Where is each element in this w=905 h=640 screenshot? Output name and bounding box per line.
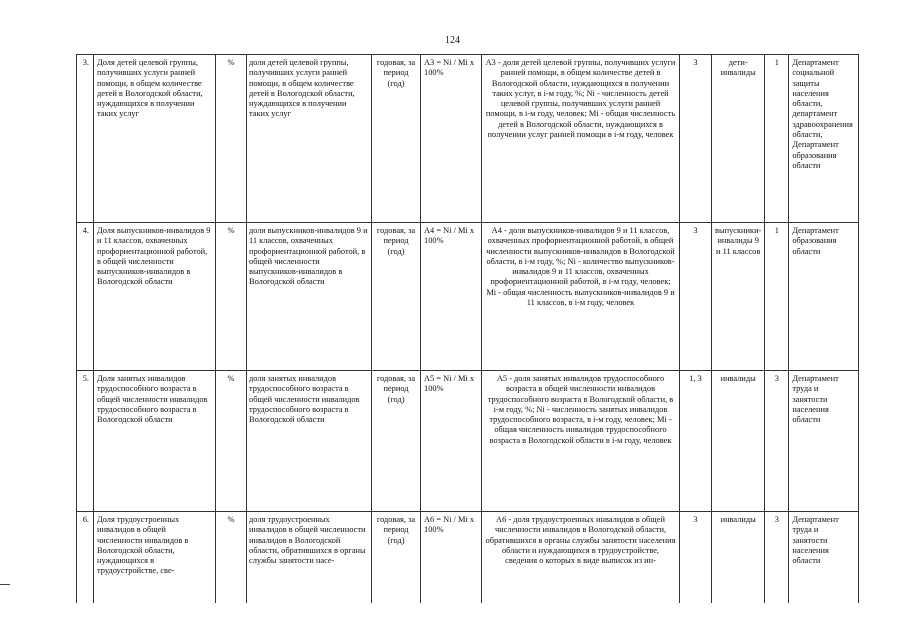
- object-of-observation: дети-инвалиды: [712, 55, 765, 223]
- responsible-department: Департамент труда и занятости населения области: [789, 512, 859, 603]
- row-number: 3.: [77, 55, 94, 223]
- row-number: 4.: [77, 223, 94, 371]
- responsible-department: Департамент образования области: [789, 223, 859, 371]
- page-number: 124: [445, 35, 460, 46]
- periodicity: годовая, за период (год): [372, 55, 421, 223]
- indicator-name: Доля детей целевой группы, получивших услуги ранней помощи, в общем количестве детей в Вологодской области, нуждающихся в получении таких услуг: [94, 55, 216, 223]
- collection-code: 1: [765, 55, 789, 223]
- indicator-definition: доля выпускников-инвалидов 9 и 11 классов, охваченных профориентационной работой, в общей численности выпускников-инвалидов в Вологодской области: [247, 223, 372, 371]
- method-code: 1, 3: [680, 371, 712, 512]
- periodicity: годовая, за период (год): [372, 223, 421, 371]
- method-code: 3: [680, 55, 712, 223]
- row-number: 6.: [77, 512, 94, 603]
- responsible-department: Департамент труда и занятости населения области: [789, 371, 859, 512]
- indicators-table: [76, 54, 859, 603]
- indicator-definition: доля детей целевой группы, получивших услуги ранней помощи, в общем количестве детей в Вологодской области, нуждающихся в получении таких услуг: [247, 55, 372, 223]
- table-row: [77, 371, 859, 512]
- formula-description: A6 - доля трудоустроенных инвалидов в общей численности инвалидов в Вологодской области, обратившихся в органы службы занятости населения области и нуждающихся в трудоустройстве, сведения о которых в виде выписок из ин-: [482, 512, 680, 603]
- indicator-name: Доля занятых инвалидов трудоспособного возраста в общей численности инвалидов трудоспособного возраста в Вологодской области: [94, 371, 216, 512]
- formula: A4 = Ni / Mi x 100%: [421, 223, 482, 371]
- table-row: [77, 223, 859, 371]
- table-row: [77, 512, 859, 603]
- object-of-observation: инвалиды: [712, 371, 765, 512]
- formula-description: A4 - доля выпускников-инвалидов 9 и 11 классов, охваченных профориентационной работой, в общей численности выпускников-инвалидов в Вологодской области, в i-м году, %; Ni - количество выпускников-инвалидов 9 и 11 классов, охваченных профориентационной работой, в i-м году, человек; Mi - общая численность выпускников-инвалидов 9 и 11 классов, в i-м году, человек: [482, 223, 680, 371]
- formula-description: A5 - доля занятых инвалидов трудоспособного возраста в общей численности инвалидов трудоспособного возраста в Вологодской области, в i-м году, %; Ni - численность занятых инвалидов трудоспособного возраста, в i-м году, человек; Mi - общая численность инвалидов трудоспособного возраста в Вологодской области в i-м году, человек: [482, 371, 680, 512]
- formula-description: A3 - доля детей целевой группы, получивших услуги ранней помощи, в общем количестве детей в Вологодской области, нуждающихся в получении таких услуг, в i-м году, %; Ni - численность детей целевой группы, получивших услуги ранней помощи, в i-м году, человек; Mi - общая численность детей в Вологодской области, нуждающихся в получении услуг ранней помощи в i-м году, человек: [482, 55, 680, 223]
- periodicity: годовая, за период (год): [372, 371, 421, 512]
- unit: %: [216, 371, 247, 512]
- formula: A5 = Ni / Mi x 100%: [421, 371, 482, 512]
- unit: %: [216, 223, 247, 371]
- object-of-observation: инвалиды: [712, 512, 765, 603]
- collection-code: 3: [765, 371, 789, 512]
- periodicity: годовая, за период (год): [372, 512, 421, 603]
- margin-mark: [0, 584, 10, 585]
- formula: A6 = Ni / Mi x 100%: [421, 512, 482, 603]
- indicator-definition: доля занятых инвалидов трудоспособного возраста в общей численности инвалидов трудоспособного возраста в Вологодской области: [247, 371, 372, 512]
- row-number: 5.: [77, 371, 94, 512]
- formula: A3 = Ni / Mi x 100%: [421, 55, 482, 223]
- collection-code: 3: [765, 512, 789, 603]
- method-code: 3: [680, 512, 712, 603]
- responsible-department: Департамент социальной защиты населения области, департамент здравоохранения области, Департамент образования области: [789, 55, 859, 223]
- table-row: [77, 55, 859, 223]
- collection-code: 1: [765, 223, 789, 371]
- object-of-observation: выпускники-инвалиды 9 и 11 классов: [712, 223, 765, 371]
- unit: %: [216, 55, 247, 223]
- unit: %: [216, 512, 247, 603]
- indicator-name: Доля трудоустроенных инвалидов в общей численности инвалидов в Вологодской области, нуждающихся в трудоустройстве, све-: [94, 512, 216, 603]
- method-code: 3: [680, 223, 712, 371]
- indicator-name: Доля выпускников-инвалидов 9 и 11 классов, охваченных профориентационной работой, в общей численности выпускников-инвалидов в Вологодской области: [94, 223, 216, 371]
- indicator-definition: доля трудоустроенных инвалидов в общей численности инвалидов в Вологодской области, обратившихся в органы службы занятости насе-: [247, 512, 372, 603]
